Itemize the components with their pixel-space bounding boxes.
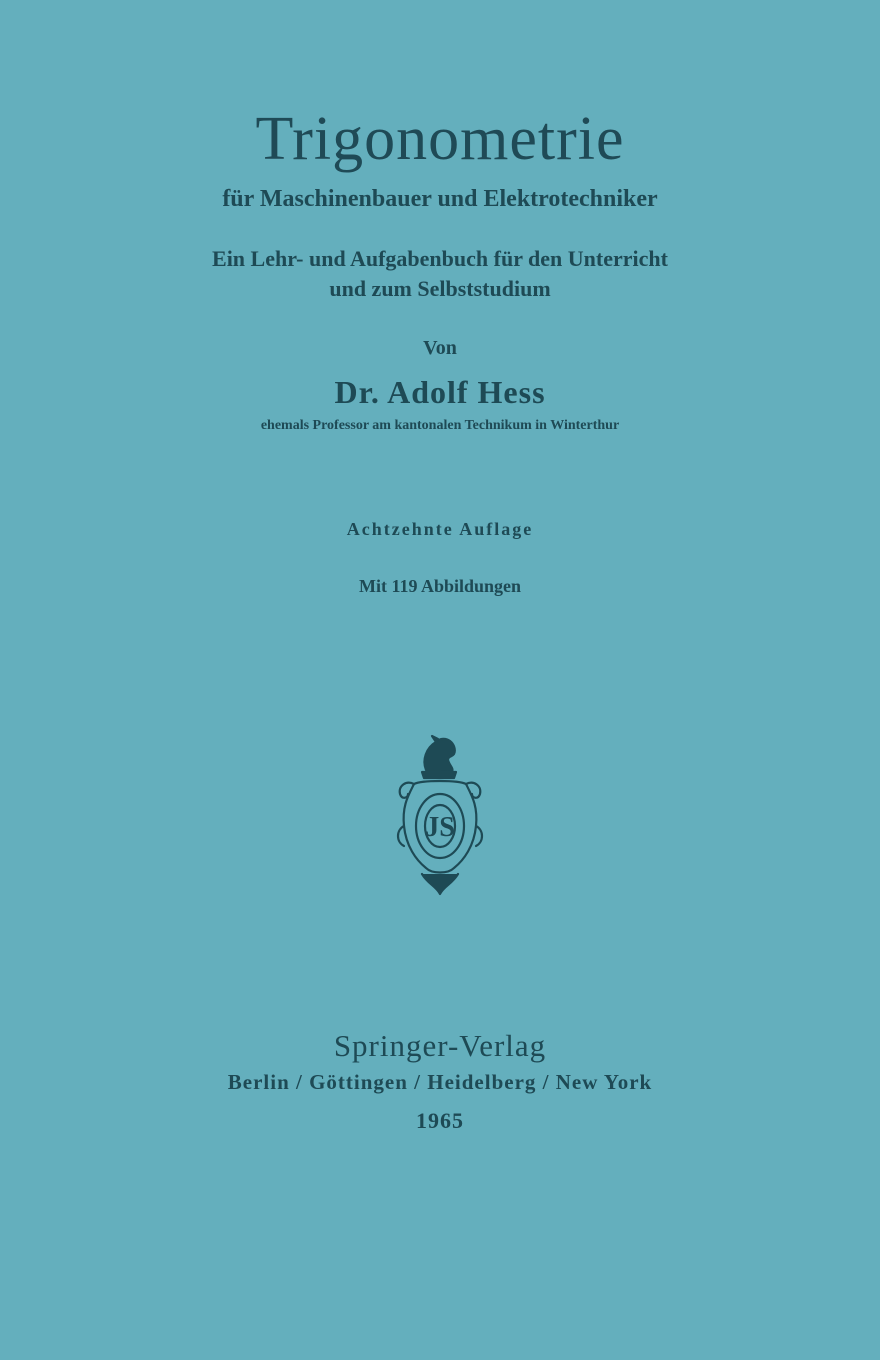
description-line-2: und zum Selbststudium — [329, 276, 551, 301]
by-label: Von — [423, 337, 457, 359]
logo-monogram: JS — [425, 812, 455, 843]
edition-label: Achtzehnte Auflage — [346, 519, 534, 539]
illustrations-count: Mit 119 Abbildungen — [358, 576, 522, 596]
publisher-name: Springer-Verlag — [333, 1028, 547, 1063]
publisher-cities: Berlin / Göttingen / Heidelberg / New York — [227, 1070, 653, 1094]
book-subtitle: für Maschinenbauer und Elektrotechniker — [222, 186, 658, 212]
publication-year: 1965 — [416, 1108, 464, 1133]
description-line-1: Ein Lehr- und Aufgabenbuch für den Unterricht — [212, 246, 668, 271]
book-title: Trigonometrie — [255, 105, 625, 173]
author-affiliation: ehemals Professor am kantonalen Technikum in Winterthur — [260, 418, 620, 433]
author-name: Dr. Adolf Hess — [334, 374, 546, 410]
springer-knight-emblem-icon — [392, 734, 488, 898]
